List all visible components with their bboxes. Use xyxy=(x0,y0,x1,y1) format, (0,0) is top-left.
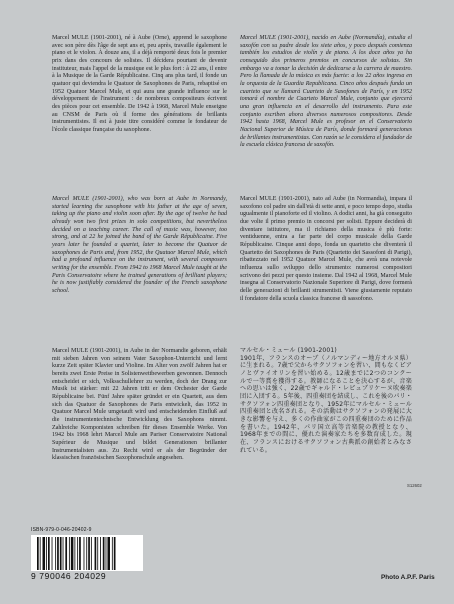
barcode-bar xyxy=(60,537,62,570)
catalogue-code: S12602 xyxy=(407,483,422,488)
spanish-biography xyxy=(240,35,412,150)
barcode-number: 9 790046 204029 xyxy=(31,571,107,581)
japanese-biography xyxy=(240,347,412,454)
german-text: Marcel MULE (1901-2001), in Aube in der Normandie geboren, erhält mit sieben Jahren von seinem Vater Saxophon-Unterricht und lernt kurze Zeit später Klavier und Violine. Im Alter von zwölf Jahren hat er bereits zwei Erste Preise in Solistenwettbewerben gewonnen. Dennoch entscheidet er sich, Volksschullehrer zu werden, doch der Drang zur Musik ist stärker: mit 22 Jahren tritt er dem Orchester der Garde Républicaine bei. Fünf Jahre später gründet er ein Quartett, aus dem sich das Quatuor de Saxophones de Paris entwickelt, das 1952 in Quatuor Marcel Mule umgetauft wird und entscheidenden Einfluß auf die instrumententechnische Entwicklung des Saxophons nimmt. Zahlreiche Komponisten schreiben für dieses Ensemble Werke. Von 1942 bis 1968 lehrt Marcel Mule am Pariser Conservatoire National Supérieur de Musique und bildet Generationen brillanter Instrumentalisten aus. Zu Recht wird er als der Begründer der klassischen französischen Saxophonschule angesehen. xyxy=(52,348,227,462)
french-text: Marcel MULE (1901-2001), né à Aube (Orne), apprend le saxophone avec son père dès l'âge de sept ans et, peu après, travaille également le piano et le violon. À douze ans, il a déjà remporté deux fois le premier prix dans des concours de solistes. Il décidera pourtant de devenir instituteur, mais l'appel de la musique est le plus fort : à 22 ans, il entre à la Musique de la Garde Républicaine. Cinq ans plus tard, il fonde un quatuor qui deviendra le Quatuor de Saxophones de Paris, rebaptisé en 1952 Quatuor Marcel Mule, et qui aura une grande influence sur le développement de l'instrument : de nombreux compositeurs écrivent des pièces pour cet ensemble. De 1942 à 1968, Marcel Mule enseigne au CNSM de Paris où il forme des générations de brillants instrumentistes. Il est à juste titre considéré comme le fondateur de l'école classique française du saxophone. xyxy=(52,35,227,133)
isbn-label: ISBN-979-0-046-20402-9 xyxy=(31,527,92,533)
barcode-bar xyxy=(37,537,39,570)
barcode-bar xyxy=(52,537,53,570)
french-biography xyxy=(52,35,227,135)
barcode-bar xyxy=(112,537,113,570)
barcode-block xyxy=(31,527,143,583)
photo-credit: Photo A.P.F. Paris xyxy=(381,574,435,581)
barcode-graphic xyxy=(31,535,143,571)
spanish-text: Marcel MULE (1901-2001), nacido en Aube (Normandía), estudia el saxofón con su padre desde los siete años, y poco después comienza también los estudios de violín y de piano. A los doce años ya ha conseguido dos primeros premios en concursos de solistas. Sin embargo va a tomar la decisión de dedicarse a la carrera de maestro. Pero la llamada de la música es más fuerte: a los 22 años ingresa en la orquesta de la Guardia Republicana. Cinco años después funda un cuarteto que se llamará Cuarteto de Saxofones de París, y en 1952 tomará el nombre de Cuarteto Marcel Mule, conjunto que ejercerá una gran influencia en el desarrollo del instrumento. Para este conjunto escriben ahora diversos numerosos compositores. Desde 1942 hasta 1968, Marcel Mule es profesor en el Conservatorio Nacional Superior de Música de París, donde formará generaciones de brillantes instrumentistas. Con razón se le considera el fundador de la escuela clásica francesa de saxofón. xyxy=(240,35,412,149)
barcode-bar xyxy=(77,537,78,570)
barcode-bar xyxy=(48,537,50,570)
english-biography xyxy=(52,196,227,296)
barcode-bar xyxy=(86,537,87,570)
barcode-bar xyxy=(88,537,90,570)
barcode-bar xyxy=(40,537,41,570)
japanese-title: マルセル・ミュール (1901-2001) xyxy=(240,347,337,354)
italian-biography xyxy=(240,196,412,303)
barcode-bar xyxy=(114,537,116,570)
italian-text: Marcel MULE (1901-2001), nato ad Aube (in Normandia), impara il saxofono col padre sin dall'età di sette anni, e poco tempo dopo, studia ugualmente il pianoforte ed il violino. A dodici anni, ha già conseguito due volte il primo premio in concorsi per solisti. Eppure deciderà di diventare istitutore, ma il richiamo della musica è più forte: ventiduenne, entra a far parte del corpo musicale della Garde Républicaine. Cinque anni dopo, fonda un quartetto che diventerà il Quartetto dei Saxophones de Paris (Quartetto dei Sassofoni di Parigi), ribattezzato nel 1952 Quatuor Marcel Mule, che avrà una notevole influenza sullo sviluppo dello strumento: numerosi compositori scrivono dei pezzi per questo insieme. Dal 1942 al 1968, Marcel Mule insegna al Conservatorio Nazionale Superiore di Parigi, dove formerà delle generazioni di brillanti strumentisti. Viene giustamente reputato il fondatore della scuola classica francese di sassofono. xyxy=(240,196,412,302)
barcode-bar xyxy=(63,537,64,570)
barcode-bar xyxy=(43,537,46,570)
barcode-bar xyxy=(107,537,110,570)
barcode-bar xyxy=(55,537,56,570)
barcode-bar xyxy=(69,537,70,570)
barcode-bar xyxy=(103,537,105,570)
japanese-text: 1901年、フランスのオーブ（ノルマンディー地方オルヌ県）に生まれる。7歳で父からサクソフォンを習い、間もなくピアノとヴァイオリンを習い始める。12歳までに2つのコンクールで一等賞を獲得する。教師になることを決心するが、音楽への思いは強く、22歳でギャルド・レピュブリケーヌ吹奏楽団に入団する。5年後、四重奏団を結成し、これを後のパリ・サクソフォン四重奏団となり、1952年にマルセル・ミュール四重奏団と改名される。その活動はサクソフォンの発展に大きな影響を与え、多くの作曲家がこの四重奏団のために作品を書いた。1942年、パリ国立高等音楽院の教授となり、1968年までの間に、優れた演奏家たちを多数育成した。現在、フランスにおけるサクソフォン古典派の創始者とみなされている。 xyxy=(240,354,412,454)
barcode-bar xyxy=(97,537,98,570)
barcode-bar xyxy=(57,537,59,570)
barcode-bar xyxy=(74,537,75,570)
barcode-bar xyxy=(84,537,85,570)
barcode-bar xyxy=(79,537,81,570)
barcode-bar xyxy=(91,537,92,570)
barcode-bar xyxy=(46,537,47,570)
german-biography xyxy=(52,348,227,463)
barcode-bar xyxy=(71,537,74,570)
barcode-bar xyxy=(95,537,97,570)
barcode-bar xyxy=(106,537,107,570)
barcode-bar xyxy=(100,537,101,570)
english-text: Marcel MULE (1901-2001), who was born at Aube in Normandy, started learning the saxophone with his father at the age of seven, taking up the piano and violin soon after. By the age of twelve he had already won two first prizes in solo competitions, but nevertheless decided on a teaching career. The call of music was, however, too strong, and at 22 he joined the band of the Garde Républicaine. Five years later he founded a quartet, later to become the Quatuor de saxophones de Paris and, from 1952, the Quatuor Marcel Mule, which had a profound influence on the instrument, with several composers writing for the ensemble. From 1942 to 1968 Marcel Mule taught at the Paris Conservatoire where he trained generations of brilliant players; he is now justifiably considered the founder of the French saxophone school. xyxy=(52,196,227,294)
barcode-bar xyxy=(65,537,67,570)
